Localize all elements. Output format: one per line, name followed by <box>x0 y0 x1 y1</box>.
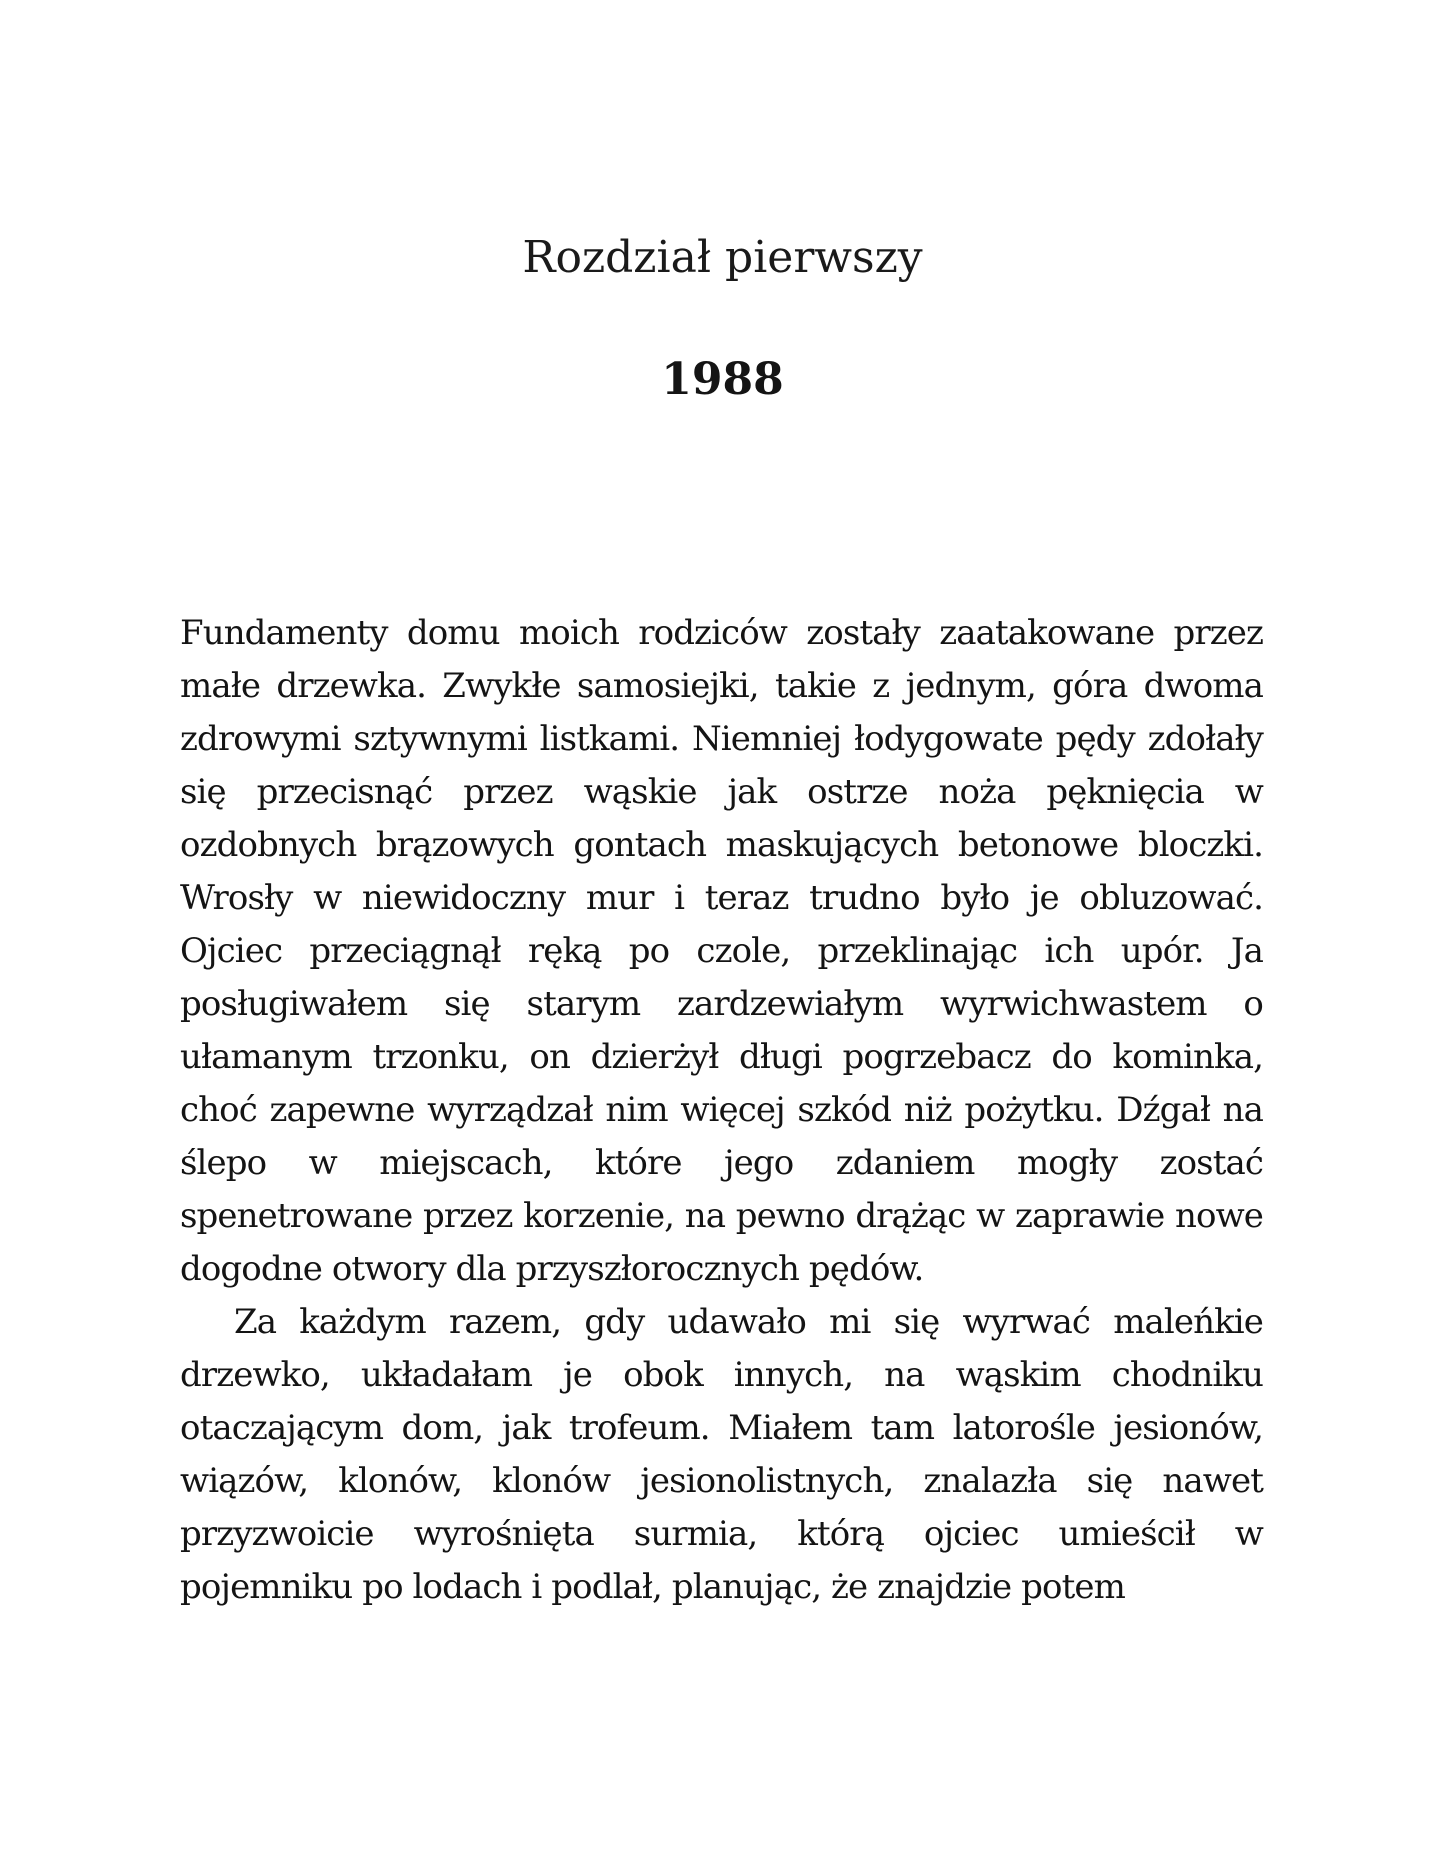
body-text <box>180 607 1263 1614</box>
chapter-title: Rozdział pierwszy <box>522 232 923 283</box>
paragraph-2: Za każdym razem, gdy udawało mi się wyrwać maleńkie drzewko, układałam je obok innych, na wąskim chodniku otaczającym dom, jak trofeum. Miałem tam latorośle jesionów, wiązów, klonów, klonów jesionolistnych, znalazła się nawet przyzwoicie wyrośnięta surmia, którą ojciec umieścił w pojemniku po lodach i podlał, planując, że znajdzie potem <box>180 1302 1263 1607</box>
chapter-year: 1988 <box>661 354 784 405</box>
paragraph-1: Fundamenty domu moich rodziców zostały zaatakowane przez małe drzewka. Zwykłe samosiejki, takie z jednym, góra dwoma zdrowymi sztywnymi listkami. Niemniej łodygowate pędy zdołały się przecisnąć przez wąskie jak ostrze noża pęknięcia w ozdobnych brązowych gontach maskujących betonowe bloczki. Wrosły w niewidoczny mur i teraz trudno było je obluzować. Ojciec przeciągnął ręką po czole, przeklinając ich upór. Ja posługiwałem się starym zardzewiałym wyrwichwastem o ułamanym trzonku, on dzierżył długi pogrzebacz do kominka, choć zapewne wyrządzał nim więcej szkód niż pożytku. Dźgał na ślepo w miejscach, które jego zdaniem mogły zostać spenetrowane przez korzenie, na pewno drążąc w zaprawie nowe dogodne otwory dla przyszłorocznych pędów. <box>180 613 1263 1289</box>
